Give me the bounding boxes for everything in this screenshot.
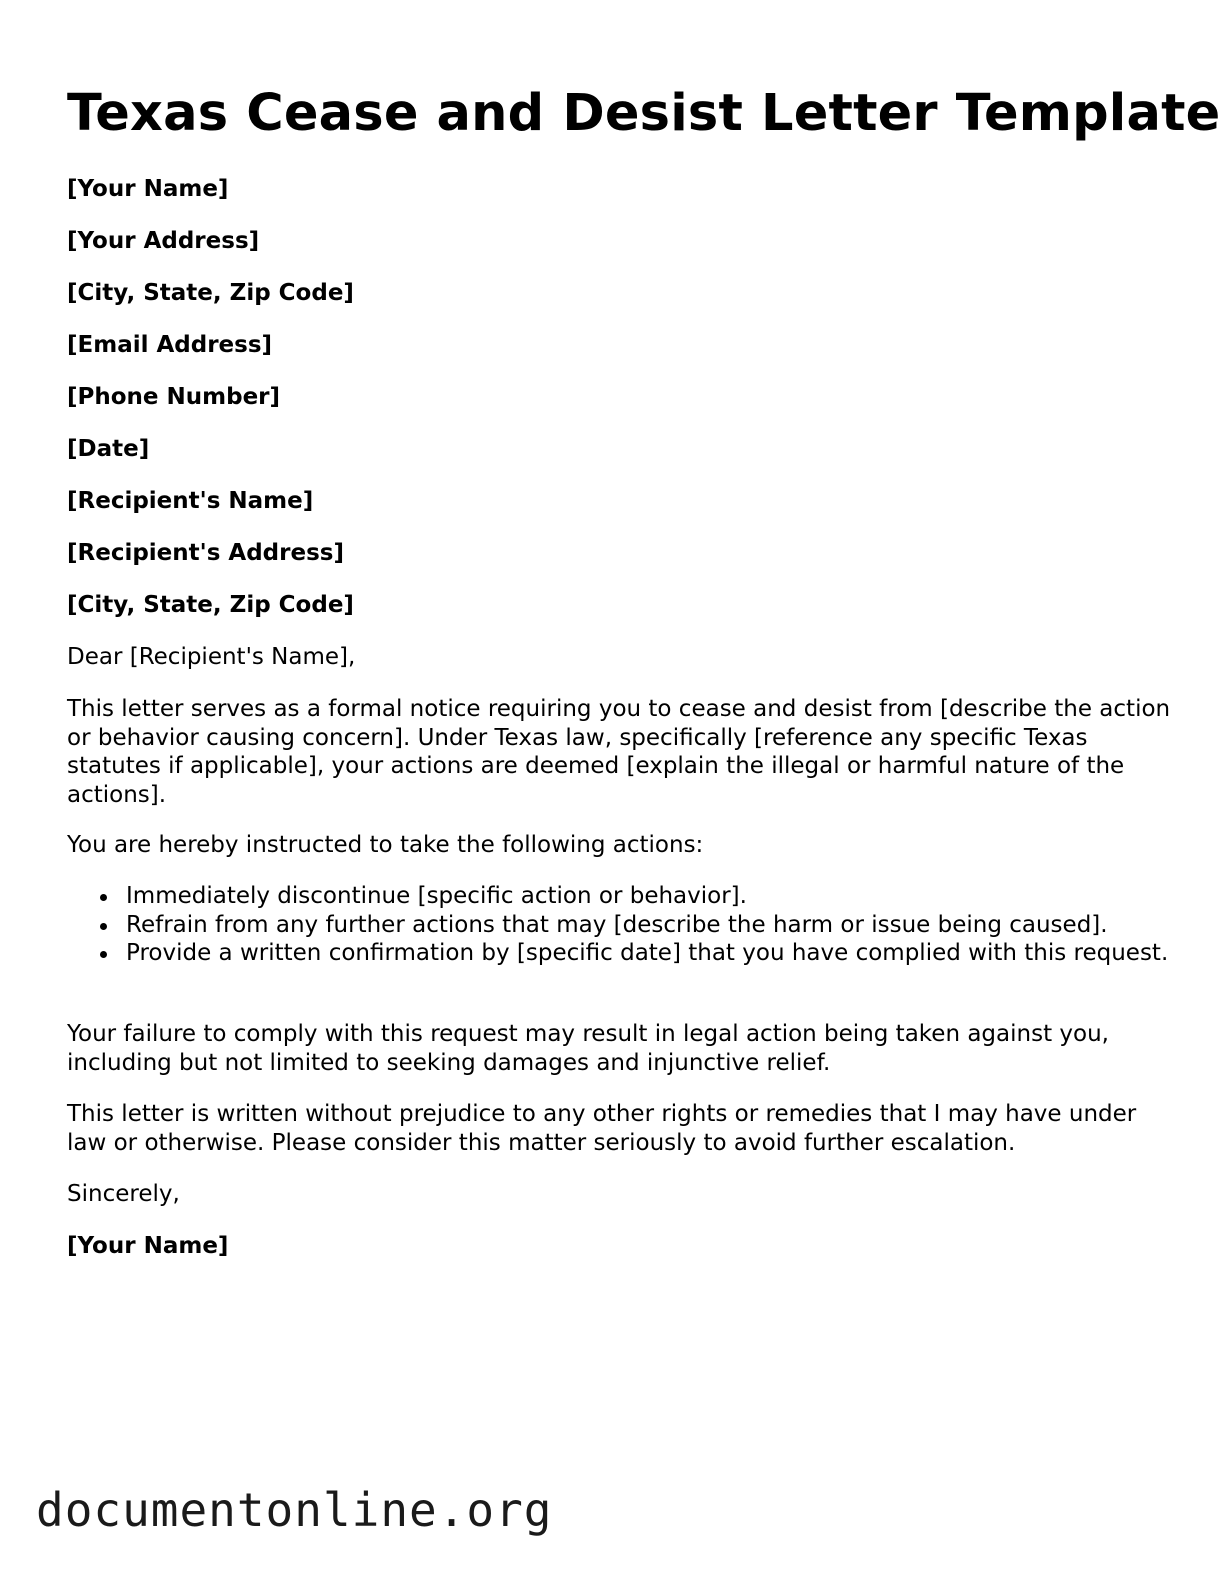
recipient-address: [Recipient's Address]: [67, 540, 344, 566]
sender-city-state-zip: [City, State, Zip Code]: [67, 280, 354, 306]
actions-list: [67, 882, 1177, 968]
list-item: Provide a written confirmation by [specific date] that you have complied with this request.: [67, 939, 1177, 968]
watermark: documentonline.org: [36, 1483, 553, 1537]
paragraph-notice: This letter serves as a formal notice requiring you to cease and desist from [describe the action or behavior causing concern]. Under Texas law, specifically [reference any specific Texas statutes if applicable], your actions are deemed [explain the illegal or harmful nature of the actions].: [67, 696, 1171, 808]
letter-date: [Date]: [67, 436, 150, 462]
closing: Sincerely,: [67, 1181, 180, 1207]
list-item: Refrain from any further actions that may [describe the harm or issue being caused].: [67, 911, 1177, 940]
list-item: Immediately discontinue [specific action or behavior].: [67, 882, 1177, 911]
page-title: Texas Cease and Desist Letter Template: [67, 84, 1221, 143]
sender-name: [Your Name]: [67, 176, 229, 202]
recipient-city-state-zip: [City, State, Zip Code]: [67, 592, 354, 618]
salutation: Dear [Recipient's Name],: [67, 644, 356, 670]
paragraph-consequences: Your failure to comply with this request may result in legal action being taken against you, including but not limited to seeking damages and injunctive relief.: [67, 1021, 1109, 1076]
sender-address: [Your Address]: [67, 228, 260, 254]
sender-email: [Email Address]: [67, 332, 273, 358]
paragraph-without-prejudice: This letter is written without prejudice to any other rights or remedies that I may have under law or otherwise. Please consider this matter seriously to avoid further escalation.: [67, 1101, 1137, 1156]
recipient-name: [Recipient's Name]: [67, 488, 314, 514]
instructions-intro: You are hereby instructed to take the following actions:: [67, 832, 704, 858]
sender-phone: [Phone Number]: [67, 384, 281, 410]
signature-name: [Your Name]: [67, 1233, 229, 1259]
